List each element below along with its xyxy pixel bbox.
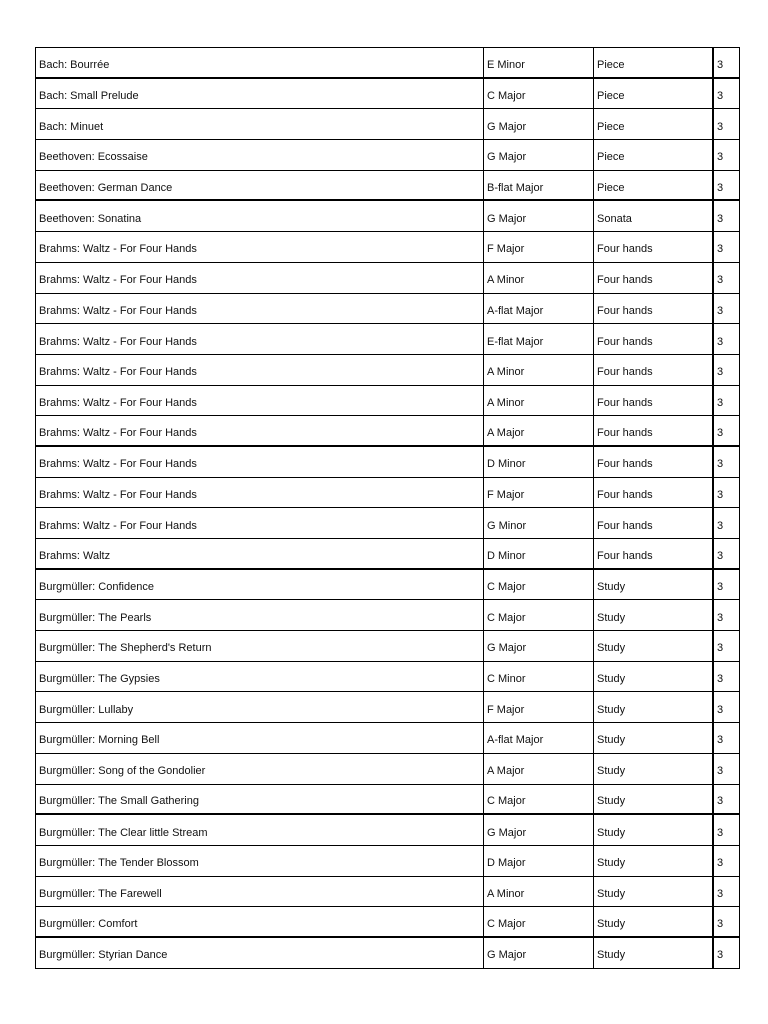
key-cell: C Major xyxy=(484,785,594,814)
key-cell: C Major xyxy=(484,600,594,630)
table-row xyxy=(36,907,739,938)
table-row xyxy=(36,109,739,140)
key-cell: D Major xyxy=(484,846,594,876)
piece-title-cell: Brahms: Waltz - For Four Hands xyxy=(36,355,484,385)
table-row xyxy=(36,171,739,202)
type-cell: Study xyxy=(594,723,714,753)
key-cell: F Major xyxy=(484,692,594,722)
piece-title-cell: Burgmüller: The Tender Blossom xyxy=(36,846,484,876)
table-row xyxy=(36,79,739,110)
type-cell: Study xyxy=(594,600,714,630)
type-cell: Four hands xyxy=(594,508,714,538)
piece-title-cell: Burgmüller: The Clear little Stream xyxy=(36,815,484,845)
piece-title-cell: Burgmüller: Comfort xyxy=(36,907,484,936)
piece-title-cell: Brahms: Waltz - For Four Hands xyxy=(36,232,484,262)
grade-cell: 3 xyxy=(717,181,724,194)
table-row xyxy=(36,447,739,478)
table-row xyxy=(36,846,739,877)
piece-title-cell: Beethoven: German Dance xyxy=(36,171,484,200)
grade-cell: 3 xyxy=(717,826,724,839)
key-cell: D Minor xyxy=(484,539,594,568)
grade-cell: 3 xyxy=(717,642,724,655)
grade-cell: 3 xyxy=(717,857,724,870)
table-row xyxy=(36,662,739,693)
grade-cell: 3 xyxy=(717,581,724,594)
piece-title-cell: Burgmüller: The Pearls xyxy=(36,600,484,630)
repertoire-table xyxy=(35,47,740,969)
table-row xyxy=(36,232,739,263)
type-cell: Study xyxy=(594,754,714,784)
grade-cell: 3 xyxy=(717,918,724,931)
key-cell: A Major xyxy=(484,416,594,445)
key-cell: A-flat Major xyxy=(484,294,594,324)
type-cell: Piece xyxy=(594,79,714,109)
grade-cell: 3 xyxy=(717,212,724,225)
grade-cell: 3 xyxy=(717,335,724,348)
piece-title-cell: Burgmüller: The Small Gathering xyxy=(36,785,484,814)
grade-cell: 3 xyxy=(717,427,724,440)
piece-title-cell: Burgmüller: Styrian Dance xyxy=(36,938,484,968)
table-row xyxy=(36,539,739,570)
type-cell: Four hands xyxy=(594,539,714,568)
key-cell: C Major xyxy=(484,570,594,600)
table-row xyxy=(36,631,739,662)
table-row xyxy=(36,48,739,79)
type-cell: Study xyxy=(594,631,714,661)
grade-cell: 3 xyxy=(717,458,724,471)
type-cell: Sonata xyxy=(594,201,714,231)
piece-title-cell: Bach: Minuet xyxy=(36,109,484,139)
grade-cell: 3 xyxy=(717,151,724,164)
grade-cell: 3 xyxy=(717,765,724,778)
type-cell: Study xyxy=(594,907,714,936)
grade-cell: 3 xyxy=(717,519,724,532)
grade-cell: 3 xyxy=(717,949,724,962)
piece-title-cell: Burgmüller: Song of the Gondolier xyxy=(36,754,484,784)
piece-title-cell: Burgmüller: The Shepherd's Return xyxy=(36,631,484,661)
type-cell: Study xyxy=(594,815,714,845)
piece-title-cell: Brahms: Waltz - For Four Hands xyxy=(36,386,484,416)
piece-title-cell: Brahms: Waltz - For Four Hands xyxy=(36,508,484,538)
type-cell: Four hands xyxy=(594,324,714,354)
key-cell: A Minor xyxy=(484,386,594,416)
grade-cell: 3 xyxy=(717,274,724,287)
key-cell: E Minor xyxy=(484,48,594,77)
key-cell: C Minor xyxy=(484,662,594,692)
piece-title-cell: Brahms: Waltz - For Four Hands xyxy=(36,294,484,324)
piece-title-cell: Brahms: Waltz - For Four Hands xyxy=(36,324,484,354)
key-cell: C Major xyxy=(484,907,594,936)
grade-cell: 3 xyxy=(717,366,724,379)
grade-cell: 3 xyxy=(717,673,724,686)
type-cell: Four hands xyxy=(594,416,714,445)
key-cell: F Major xyxy=(484,232,594,262)
piece-title-cell: Beethoven: Sonatina xyxy=(36,201,484,231)
key-cell: C Major xyxy=(484,79,594,109)
grade-cell: 3 xyxy=(717,120,724,133)
key-cell: B-flat Major xyxy=(484,171,594,200)
grade-cell: 3 xyxy=(717,90,724,103)
piece-title-cell: Bach: Bourrée xyxy=(36,48,484,77)
type-cell: Piece xyxy=(594,109,714,139)
grade-cell: 3 xyxy=(717,243,724,256)
table-row xyxy=(36,815,739,846)
key-cell: G Major xyxy=(484,938,594,968)
piece-title-cell: Brahms: Waltz - For Four Hands xyxy=(36,447,484,477)
piece-title-cell: Brahms: Waltz - For Four Hands xyxy=(36,478,484,508)
grade-cell: 3 xyxy=(717,611,724,624)
type-cell: Study xyxy=(594,570,714,600)
table-row xyxy=(36,263,739,294)
table-row xyxy=(36,416,739,447)
key-cell: A-flat Major xyxy=(484,723,594,753)
table-row xyxy=(36,324,739,355)
table-row xyxy=(36,877,739,908)
table-row xyxy=(36,201,739,232)
type-cell: Study xyxy=(594,846,714,876)
key-cell: G Minor xyxy=(484,508,594,538)
piece-title-cell: Brahms: Waltz - For Four Hands xyxy=(36,416,484,445)
type-cell: Four hands xyxy=(594,263,714,293)
key-cell: A Major xyxy=(484,754,594,784)
piece-title-cell: Beethoven: Ecossaise xyxy=(36,140,484,170)
piece-title-cell: Burgmüller: Lullaby xyxy=(36,692,484,722)
grade-cell: 3 xyxy=(717,396,724,409)
key-cell: G Major xyxy=(484,109,594,139)
type-cell: Study xyxy=(594,938,714,968)
key-cell: G Major xyxy=(484,140,594,170)
grade-cell: 3 xyxy=(717,304,724,317)
piece-title-cell: Brahms: Waltz xyxy=(36,539,484,568)
key-cell: E-flat Major xyxy=(484,324,594,354)
type-cell: Study xyxy=(594,662,714,692)
piece-title-cell: Brahms: Waltz - For Four Hands xyxy=(36,263,484,293)
table-row xyxy=(36,508,739,539)
grade-cell: 3 xyxy=(717,703,724,716)
key-cell: D Minor xyxy=(484,447,594,477)
key-cell: A Minor xyxy=(484,877,594,907)
key-cell: G Major xyxy=(484,201,594,231)
type-cell: Four hands xyxy=(594,386,714,416)
piece-title-cell: Burgmüller: Morning Bell xyxy=(36,723,484,753)
type-cell: Four hands xyxy=(594,294,714,324)
type-cell: Four hands xyxy=(594,232,714,262)
table-row xyxy=(36,938,739,969)
type-cell: Four hands xyxy=(594,447,714,477)
type-cell: Piece xyxy=(594,171,714,200)
type-cell: Piece xyxy=(594,140,714,170)
table-row xyxy=(36,570,739,601)
type-cell: Study xyxy=(594,877,714,907)
type-cell: Study xyxy=(594,692,714,722)
grade-cell: 3 xyxy=(717,887,724,900)
piece-title-cell: Burgmüller: The Farewell xyxy=(36,877,484,907)
key-cell: F Major xyxy=(484,478,594,508)
key-cell: A Minor xyxy=(484,355,594,385)
table-row xyxy=(36,692,739,723)
grade-cell: 3 xyxy=(717,549,724,562)
type-cell: Four hands xyxy=(594,478,714,508)
type-cell: Four hands xyxy=(594,355,714,385)
table-row xyxy=(36,386,739,417)
type-cell: Piece xyxy=(594,48,714,77)
key-cell: G Major xyxy=(484,815,594,845)
table-row xyxy=(36,294,739,325)
table-row xyxy=(36,600,739,631)
grade-cell: 3 xyxy=(717,58,724,71)
grade-cell: 3 xyxy=(717,488,724,501)
table-row xyxy=(36,478,739,509)
grade-cell: 3 xyxy=(717,795,724,808)
table-row xyxy=(36,355,739,386)
piece-title-cell: Burgmüller: Confidence xyxy=(36,570,484,600)
grade-cell: 3 xyxy=(717,734,724,747)
piece-title-cell: Burgmüller: The Gypsies xyxy=(36,662,484,692)
table-row xyxy=(36,785,739,816)
table-row xyxy=(36,754,739,785)
key-cell: A Minor xyxy=(484,263,594,293)
table-row xyxy=(36,140,739,171)
piece-title-cell: Bach: Small Prelude xyxy=(36,79,484,109)
table-row xyxy=(36,723,739,754)
type-cell: Study xyxy=(594,785,714,814)
key-cell: G Major xyxy=(484,631,594,661)
